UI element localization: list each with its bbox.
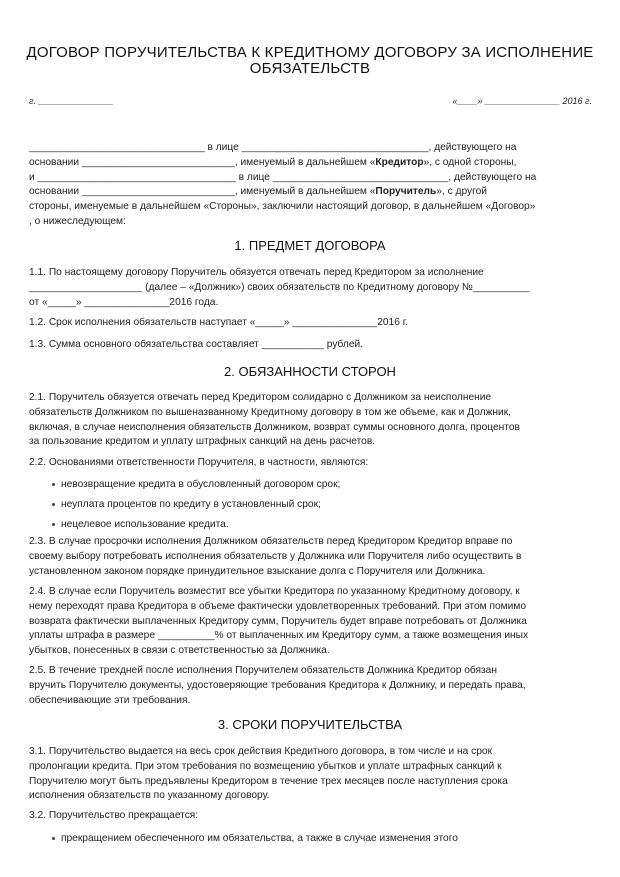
clause-3-2-list [29, 832, 594, 847]
clause-2-2: 2.2. Основаниями ответственности Поручителя, в частности, являются: [29, 457, 369, 468]
list-item: неуплата процентов по кредиту в установленный срок; [29, 498, 594, 513]
list-item: невозвращение кредита в обусловленный договором срок; [29, 478, 594, 493]
preamble-line: , о нижеследующем: [29, 215, 126, 227]
clause-2-4: 2.4. В случае если Поручитель возместит все убытки Кредитора по указанному Кредитному договору, к нему переходят права Кредитора в объеме фактически удовлетворенных требований. При этом помимо возврата фактически выплаченных Кредитору сумм, Поручитель будет вправе потребовать от Должника уплаты штрафа в размере __________% от выплаченных им Кредитору сумм, а также возмещения иных убытков, понесенных в связи с ответственностью за Должника. [29, 586, 529, 657]
clause-2-3: 2.3. В случае просрочки исполнения Должником обязательств перед Кредитором Кредитор вправе по своему выбору потребовать исполнения обязательств у Должника или Поручителя либо осуществить в установленном законом порядке принудительное взыскание долга с Поручителя или Должника. [29, 536, 522, 577]
title-line-1: ДОГОВОР ПОРУЧИТЕЛЬСТВА К КРЕДИТНОМУ ДОГОВОРУ ЗА ИСПОЛНЕНИЕ [26, 44, 594, 61]
preamble-line: _______________________________ в лице _________________________________, действующего на [29, 142, 517, 153]
clause-3-1: 3.1. Поручительство выдается на весь срок действия Кредитного договора, в том числе и на срок пролонгации кредита. При этом требования по возмещению убытков и уплате штрафных санкций к Поручителю могут быть предъявлены Кредитором в течение трех месяцев после наступления срока исполнения обязательств по указанному договору. [29, 746, 508, 802]
clause-3-2: 3.2. Поручительство прекращается: [29, 810, 199, 821]
contract-place: г. _______________ [29, 96, 114, 106]
clause-1-1: 1.1. По настоящему договору Поручитель обязуется отвечать перед Кредитором за исполнение ____________________ (далее – «Должник») своих обязательств по Кредитному договору №__________ от «_____» _______________2016 года. [29, 267, 530, 308]
contract-date: «____» _______________ 2016 г. [452, 96, 592, 106]
section-1-header: 1. ПРЕДМЕТ ДОГОВОРА [234, 238, 386, 253]
document-title [0, 45, 620, 77]
section-3-header: 3. СРОКИ ПОРУЧИТЕЛЬСТВА [217, 717, 403, 732]
preamble-line: основании ___________________________, именуемый в дальнейшем «Поручитель», с другой [29, 186, 487, 198]
preamble-line: основании ___________________________, именуемый в дальнейшем «Кредитор», с одной стороны, [29, 156, 517, 168]
section-2-header: 2. ОБЯЗАННОСТИ СТОРОН [224, 364, 396, 379]
creditor-term: Кредитор [375, 156, 424, 168]
clause-1-3: 1.3. Сумма основного обязательства составляет ___________ рублей. [29, 339, 364, 350]
clause-2-5: 2.5. В течение трехдней после исполнения Поручителем обязательств Должника Кредитор обязан вручить Поручителю документы, удостоверяющие требования Кредитора к Должнику, и передать права, обеспечивающие эти требования. [29, 665, 526, 706]
preamble [29, 141, 594, 230]
preamble-line: и ___________________________________ в лице _______________________________, действующего на [29, 171, 537, 183]
clause-2-2-list [29, 478, 594, 532]
title-line-2: ОБЯЗАТЕЛЬСТВ [249, 60, 371, 77]
clause-2-1: 2.1. Поручитель обязуется отвечать перед Кредитором солидарно с Должником за неисполнение обязательств Должником по вышеназванному Кредитному договору в том же объеме, как и Должник, включая, в случае неисполнения обязательств Должником, возврат суммы основного долга, процентов за пользование кредитом и уплату штрафных санкций на день расчетов. [29, 392, 520, 448]
preamble-line: стороны, именуемые в дальнейшем «Стороны», заключили настоящий договор, в дальнейшем «Договор» [29, 201, 536, 213]
guarantor-term: Поручитель [375, 186, 437, 198]
list-item: прекращением обеспеченного им обязательства, а также в случае изменения этого [29, 832, 594, 847]
list-item: нецелевое использование кредита. [29, 518, 594, 533]
clause-1-2: 1.2. Срок исполнения обязательств наступает «_____» _______________2016 г. [29, 317, 409, 328]
